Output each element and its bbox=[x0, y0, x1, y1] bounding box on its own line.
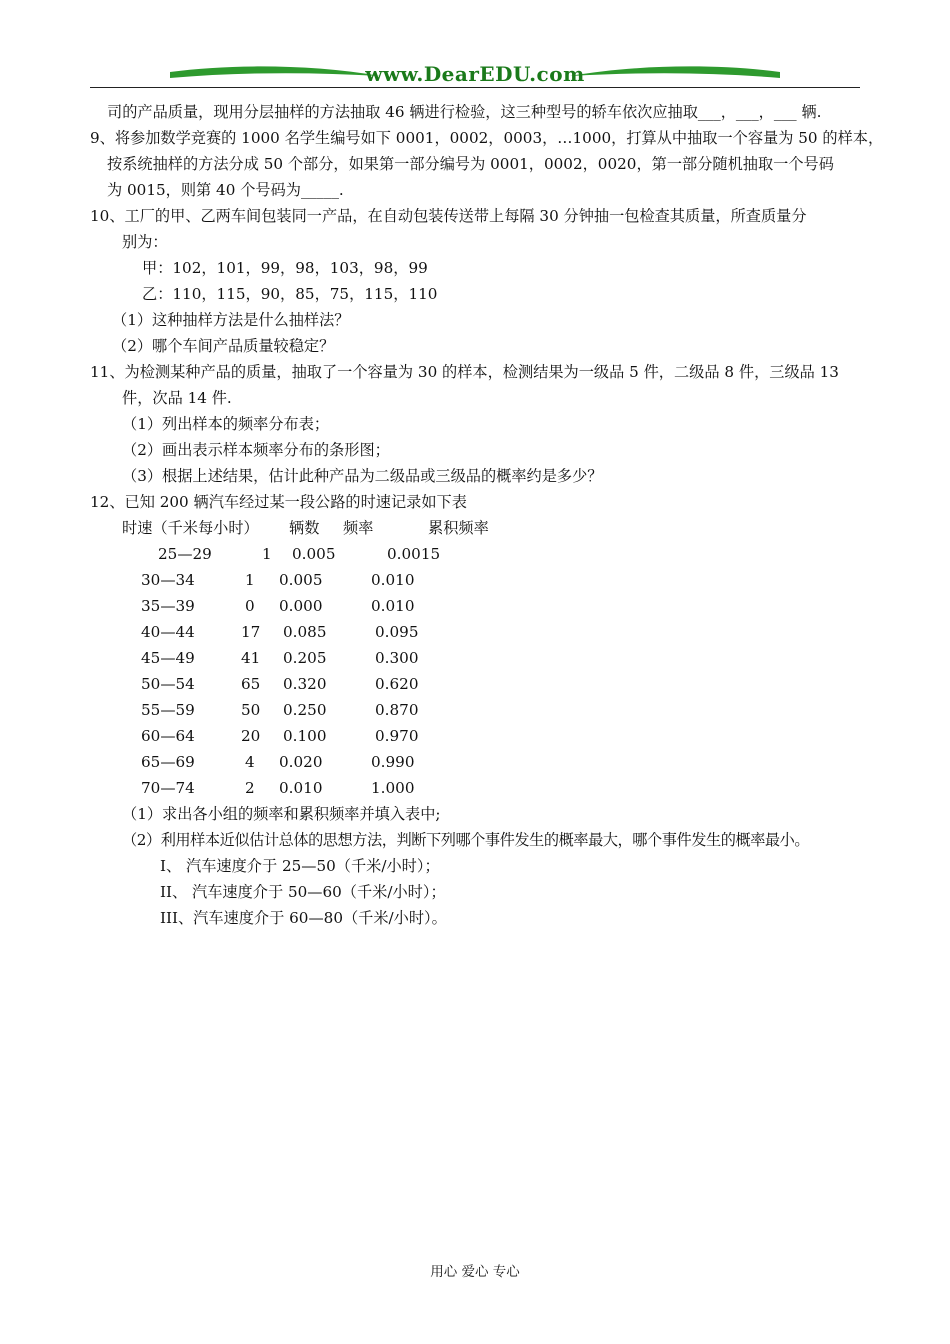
table-row bbox=[0, 752, 500, 772]
table-cell: 0.005 bbox=[279, 571, 323, 589]
table-cell: 0.320 bbox=[283, 675, 327, 693]
table-cell: 0.990 bbox=[371, 753, 415, 771]
text-line: 司的产品质量，现用分层抽样的方法抽取 46 辆进行检验，这三种型号的轿车依次应抽取___，___，___ 辆. bbox=[107, 103, 822, 121]
table-cell: 0.010 bbox=[371, 597, 415, 615]
header-rule bbox=[90, 87, 860, 88]
table-row bbox=[0, 596, 500, 616]
table-cell: 0.020 bbox=[279, 753, 323, 771]
table-row bbox=[0, 778, 500, 798]
table-cell: 0.085 bbox=[283, 623, 327, 641]
site-header-banner bbox=[90, 58, 860, 90]
text-line: 按系统抽样的方法分成 50 个部分，如果第一部分编号为 0001，0002，0020，第一部分随机抽取一个号码 bbox=[107, 155, 834, 173]
table-cell: 0.250 bbox=[283, 701, 327, 719]
table-header: 时速（千米每小时） bbox=[122, 519, 259, 537]
table-cell: 0.010 bbox=[371, 571, 415, 589]
table-cell: 25—29 bbox=[158, 545, 212, 563]
table-header: 累积频率 bbox=[428, 519, 489, 537]
event-item: II、 汽车速度介于 50—60（千米/小时）； bbox=[160, 883, 446, 901]
table-cell: 0.000 bbox=[279, 597, 323, 615]
table-cell: 65 bbox=[241, 675, 261, 693]
event-item: III、汽车速度介于 60—80（千米/小时）。 bbox=[160, 909, 447, 927]
table-cell: 0.205 bbox=[283, 649, 327, 667]
data-line-yi: 乙：110，115，90，85，75，115，110 bbox=[142, 285, 438, 303]
table-cell: 1 bbox=[245, 571, 255, 589]
table-row bbox=[0, 674, 500, 694]
table-row bbox=[0, 726, 500, 746]
table-cell: 55—59 bbox=[141, 701, 195, 719]
table-header: 频率 bbox=[343, 519, 374, 537]
table-cell: 17 bbox=[241, 623, 261, 641]
question-10: 10、工厂的甲、乙两车间包装同一产品，在自动包装传送带上每隔 30 分钟抽一包检查其质量，所查质量分 bbox=[90, 207, 807, 225]
sub-question: （3）根据上述结果，估计此种产品为二级品或三级品的概率约是多少？ bbox=[122, 467, 603, 485]
table-cell: 0.300 bbox=[375, 649, 419, 667]
text-line: 别为： bbox=[122, 233, 168, 251]
table-header-row bbox=[0, 518, 500, 538]
table-row bbox=[0, 700, 500, 720]
table-row bbox=[0, 622, 500, 642]
table-cell: 1 bbox=[262, 545, 272, 563]
question-12: 12、已知 200 辆汽车经过某一段公路的时速记录如下表 bbox=[90, 493, 467, 511]
table-cell: 2 bbox=[245, 779, 255, 797]
table-cell: 0.0015 bbox=[387, 545, 441, 563]
table-cell: 0 bbox=[245, 597, 255, 615]
table-row bbox=[0, 544, 500, 564]
table-cell: 50—54 bbox=[141, 675, 195, 693]
event-item: I、 汽车速度介于 25—50（千米/小时）； bbox=[160, 857, 440, 875]
table-cell: 0.005 bbox=[292, 545, 336, 563]
table-cell: 45—49 bbox=[141, 649, 195, 667]
table-cell: 4 bbox=[245, 753, 255, 771]
question-9: 9、将参加数学竞赛的 1000 名学生编号如下 0001，0002，0003，…1000，打算从中抽取一个容量为 50 的样本， bbox=[90, 129, 884, 147]
table-cell: 1.000 bbox=[371, 779, 415, 797]
data-line-jia: 甲：102，101，99，98，103，98，99 bbox=[142, 259, 428, 277]
table-cell: 0.010 bbox=[279, 779, 323, 797]
table-cell: 0.100 bbox=[283, 727, 327, 745]
table-cell: 50 bbox=[241, 701, 261, 719]
text-line: 件，次品 14 件. bbox=[122, 389, 232, 407]
table-cell: 0.870 bbox=[375, 701, 419, 719]
sub-question: （2）哪个车间产品质量较稳定？ bbox=[112, 337, 335, 355]
table-row bbox=[0, 648, 500, 668]
page-footer: 用心 爱心 专心 bbox=[430, 1264, 520, 1280]
site-name[interactable]: www.DearEDU.com bbox=[365, 62, 585, 86]
sub-question: （1）求出各小组的频率和累积频率并填入表中; bbox=[122, 805, 441, 823]
table-cell: 60—64 bbox=[141, 727, 195, 745]
table-cell: 65—69 bbox=[141, 753, 195, 771]
question-11: 11、为检测某种产品的质量，抽取了一个容量为 30 的样本，检测结果为一级品 5 件，二级品 8 件，三级品 13 bbox=[90, 363, 839, 381]
table-cell: 30—34 bbox=[141, 571, 195, 589]
sub-question: （1）列出样本的频率分布表； bbox=[122, 415, 330, 433]
table-cell: 41 bbox=[241, 649, 261, 667]
sub-question: （1）这种抽样方法是什么抽样法？ bbox=[112, 311, 350, 329]
table-cell: 70—74 bbox=[141, 779, 195, 797]
table-cell: 0.970 bbox=[375, 727, 419, 745]
table-header: 辆数 bbox=[289, 519, 320, 537]
sub-question: （2）利用样本近似估计总体的思想方法，判断下列哪个事件发生的概率最大，哪个事件发生的概率最小。 bbox=[122, 831, 810, 849]
sub-question: （2）画出表示样本频率分布的条形图； bbox=[122, 441, 390, 459]
table-cell: 0.620 bbox=[375, 675, 419, 693]
table-cell: 40—44 bbox=[141, 623, 195, 641]
table-cell: 20 bbox=[241, 727, 261, 745]
text-line: 为 0015，则第 40 个号码为_____. bbox=[107, 181, 344, 199]
table-row bbox=[0, 570, 500, 590]
table-cell: 35—39 bbox=[141, 597, 195, 615]
table-cell: 0.095 bbox=[375, 623, 419, 641]
